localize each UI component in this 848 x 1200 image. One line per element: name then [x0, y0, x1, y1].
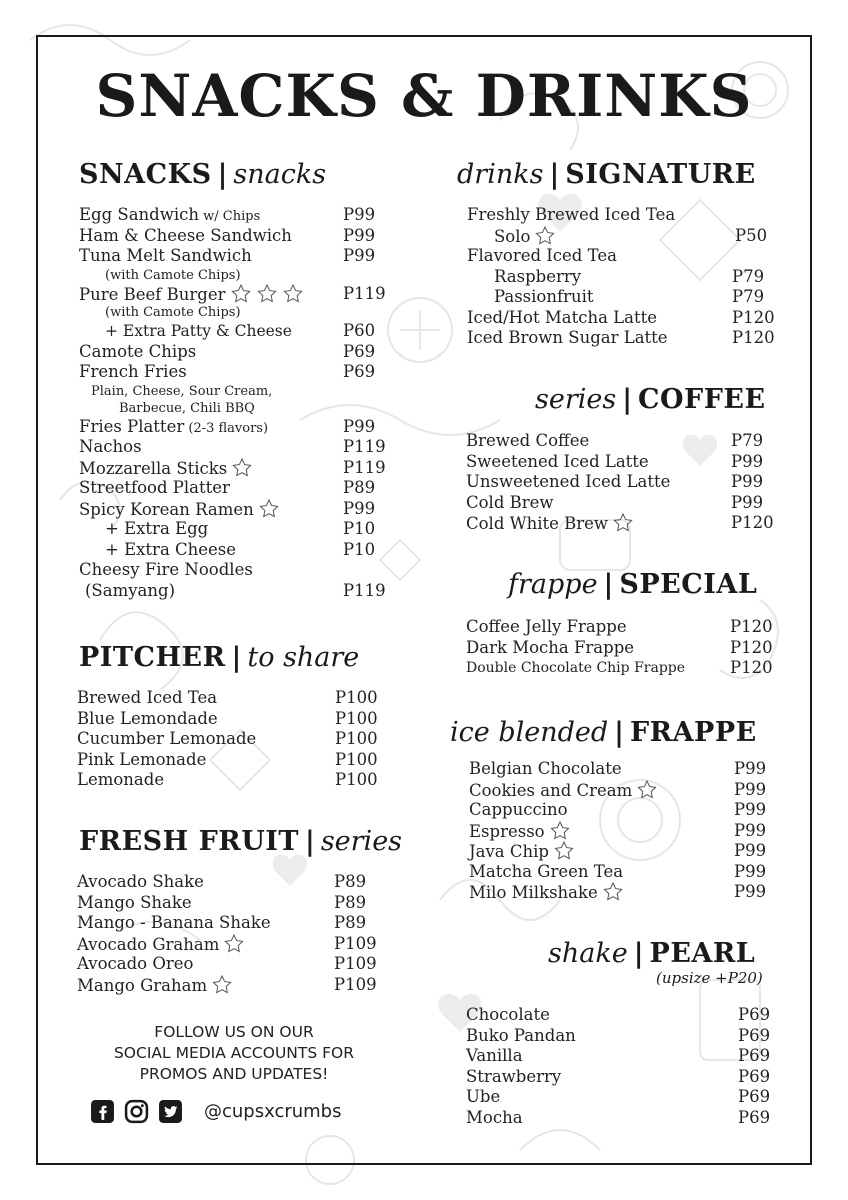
list-item: Strawberry P69: [466, 1066, 771, 1086]
frappe-list: [469, 759, 789, 903]
fresh-fruit-list: [77, 872, 387, 995]
list-item: + Extra Patty & Cheese P60: [105, 321, 376, 340]
list-item: Tuna Melt Sandwich P99: [79, 246, 376, 265]
best-seller-icon: [256, 284, 278, 304]
list-item: French Fries P69: [79, 362, 376, 381]
list-item: Cold Brew P99: [466, 492, 764, 512]
best-seller-icon: [231, 458, 253, 478]
list-item: Cheesy Fire Noodles: [79, 560, 253, 579]
special-list: [466, 617, 786, 679]
list-item: Cold White Brew P120: [466, 513, 774, 533]
twitter-icon[interactable]: [158, 1099, 183, 1124]
best-seller-icon: [258, 499, 280, 519]
signature-heading: drinks | SIGNATURE: [457, 159, 756, 190]
coffee-heading: series | COFFEE: [535, 384, 766, 415]
follow-us-text: FOLLOW US ON OUR SOCIAL MEDIA ACCOUNTS FOR PROMOS AND UPDATES!: [113, 1023, 355, 1083]
list-item: Belgian Chocolate P99: [469, 759, 767, 778]
list-item: Cookies and Cream P99: [469, 779, 767, 800]
list-item: Double Chocolate Chip Frappe P120: [466, 658, 773, 677]
special-heading: frappe | SPECIAL: [508, 569, 758, 600]
list-item: Cucumber Lemonade P100: [77, 729, 378, 748]
list-item: + Extra Egg P10: [105, 519, 376, 538]
list-item: Solo P50: [494, 225, 768, 246]
frappe-heading: ice blended | FRAPPE: [450, 717, 757, 748]
list-item: Raspberry P79: [494, 266, 765, 286]
list-item: Dark Mocha Frappe P120: [466, 637, 773, 657]
list-item: + Extra Cheese P10: [105, 539, 376, 559]
list-item: Flavored Iced Tea: [467, 246, 617, 265]
list-item: Unsweetened Iced Latte P99: [466, 472, 764, 491]
list-item: Milo Milkshake P99: [469, 882, 767, 902]
list-item: Blue Lemondade P100: [77, 708, 378, 728]
best-seller-icon: [553, 841, 575, 861]
best-seller-icon: [211, 975, 233, 995]
list-item: Vanilla P69: [466, 1046, 771, 1065]
list-item: Buko Pandan P69: [466, 1025, 771, 1045]
list-item: Sweetened Iced Latte P99: [466, 451, 764, 471]
list-item: Coffee Jelly Frappe P120: [466, 617, 773, 636]
list-item: Streetfood Platter P89: [79, 478, 376, 497]
page-title: SNACKS & DRINKS: [95, 62, 753, 130]
facebook-icon[interactable]: [90, 1099, 115, 1124]
pearl-heading: shake | PEARL: [548, 938, 756, 969]
list-item: Mocha P69: [466, 1107, 771, 1127]
upsize-note: (upsize +P20): [656, 969, 763, 987]
list-item: Chocolate P69: [466, 1005, 771, 1024]
list-item: Ube P69: [466, 1087, 771, 1106]
list-item: Mozzarella Sticks P119: [79, 457, 386, 478]
best-seller-icon: [230, 284, 252, 304]
coffee-list: [466, 431, 786, 534]
list-item: Iced/Hot Matcha Latte P120: [467, 307, 775, 327]
list-item: Brewed Coffee P79: [466, 431, 764, 450]
fresh-fruit-heading: FRESH FRUIT | series: [79, 826, 403, 857]
list-item: Cappuccino P99: [469, 800, 767, 819]
list-item: Mango Graham P109: [77, 974, 377, 995]
list-item-note: Barbecue, Chili BBQ: [119, 400, 255, 416]
list-item: Passionfruit P79: [494, 287, 765, 306]
list-item: Pure Beef Burger P119: [79, 283, 386, 304]
list-item: Avocado Oreo P109: [77, 954, 377, 973]
best-seller-icon: [549, 821, 571, 841]
best-seller-icon: [534, 226, 556, 246]
list-item: Espresso P99: [469, 820, 767, 841]
list-item: Mango - Banana Shake P89: [77, 913, 367, 932]
list-item: Matcha Green Tea P99: [469, 861, 767, 881]
pearl-list: [466, 1005, 786, 1128]
list-item: (Samyang) P119: [85, 580, 386, 600]
list-item-note: (with Camote Chips): [105, 267, 241, 283]
best-seller-icon: [602, 882, 624, 902]
list-item: Fries Platter (2-3 flavors) P99: [79, 416, 376, 436]
list-item-note: Plain, Cheese, Sour Cream,: [91, 383, 273, 399]
list-item: Java Chip P99: [469, 841, 767, 861]
list-item: Freshly Brewed Iced Tea: [467, 205, 676, 224]
best-seller-icon: [223, 934, 245, 954]
list-item: Iced Brown Sugar Latte P120: [467, 328, 775, 347]
list-item: Lemonade P100: [77, 770, 378, 789]
instagram-icon[interactable]: [124, 1099, 149, 1124]
signature-list: [467, 205, 787, 349]
best-seller-icon: [612, 513, 634, 533]
pitcher-list: [77, 688, 387, 791]
best-seller-icon: [282, 284, 304, 304]
list-item: Egg Sandwich w/ Chips P99: [79, 205, 376, 224]
snacks-list: [79, 205, 389, 601]
list-item: Mango Shake P89: [77, 892, 367, 912]
best-seller-icon: [636, 780, 658, 800]
list-item: Nachos P119: [79, 437, 386, 456]
social-handle[interactable]: @cupsxcrumbs: [204, 1100, 342, 1122]
pitcher-heading: PITCHER | to share: [79, 642, 360, 673]
list-item: Camote Chips P69: [79, 341, 376, 361]
list-item: Brewed Iced Tea P100: [77, 688, 378, 707]
list-item: Avocado Graham P109: [77, 933, 377, 954]
list-item: Avocado Shake P89: [77, 872, 367, 891]
social-links: [90, 1096, 342, 1126]
list-item: Pink Lemonade P100: [77, 749, 378, 769]
snacks-heading: SNACKS | snacks: [79, 159, 327, 190]
list-item-note: (with Camote Chips): [105, 305, 241, 320]
list-item: Ham & Cheese Sandwich P99: [79, 225, 376, 245]
list-item: Spicy Korean Ramen P99: [79, 498, 376, 519]
